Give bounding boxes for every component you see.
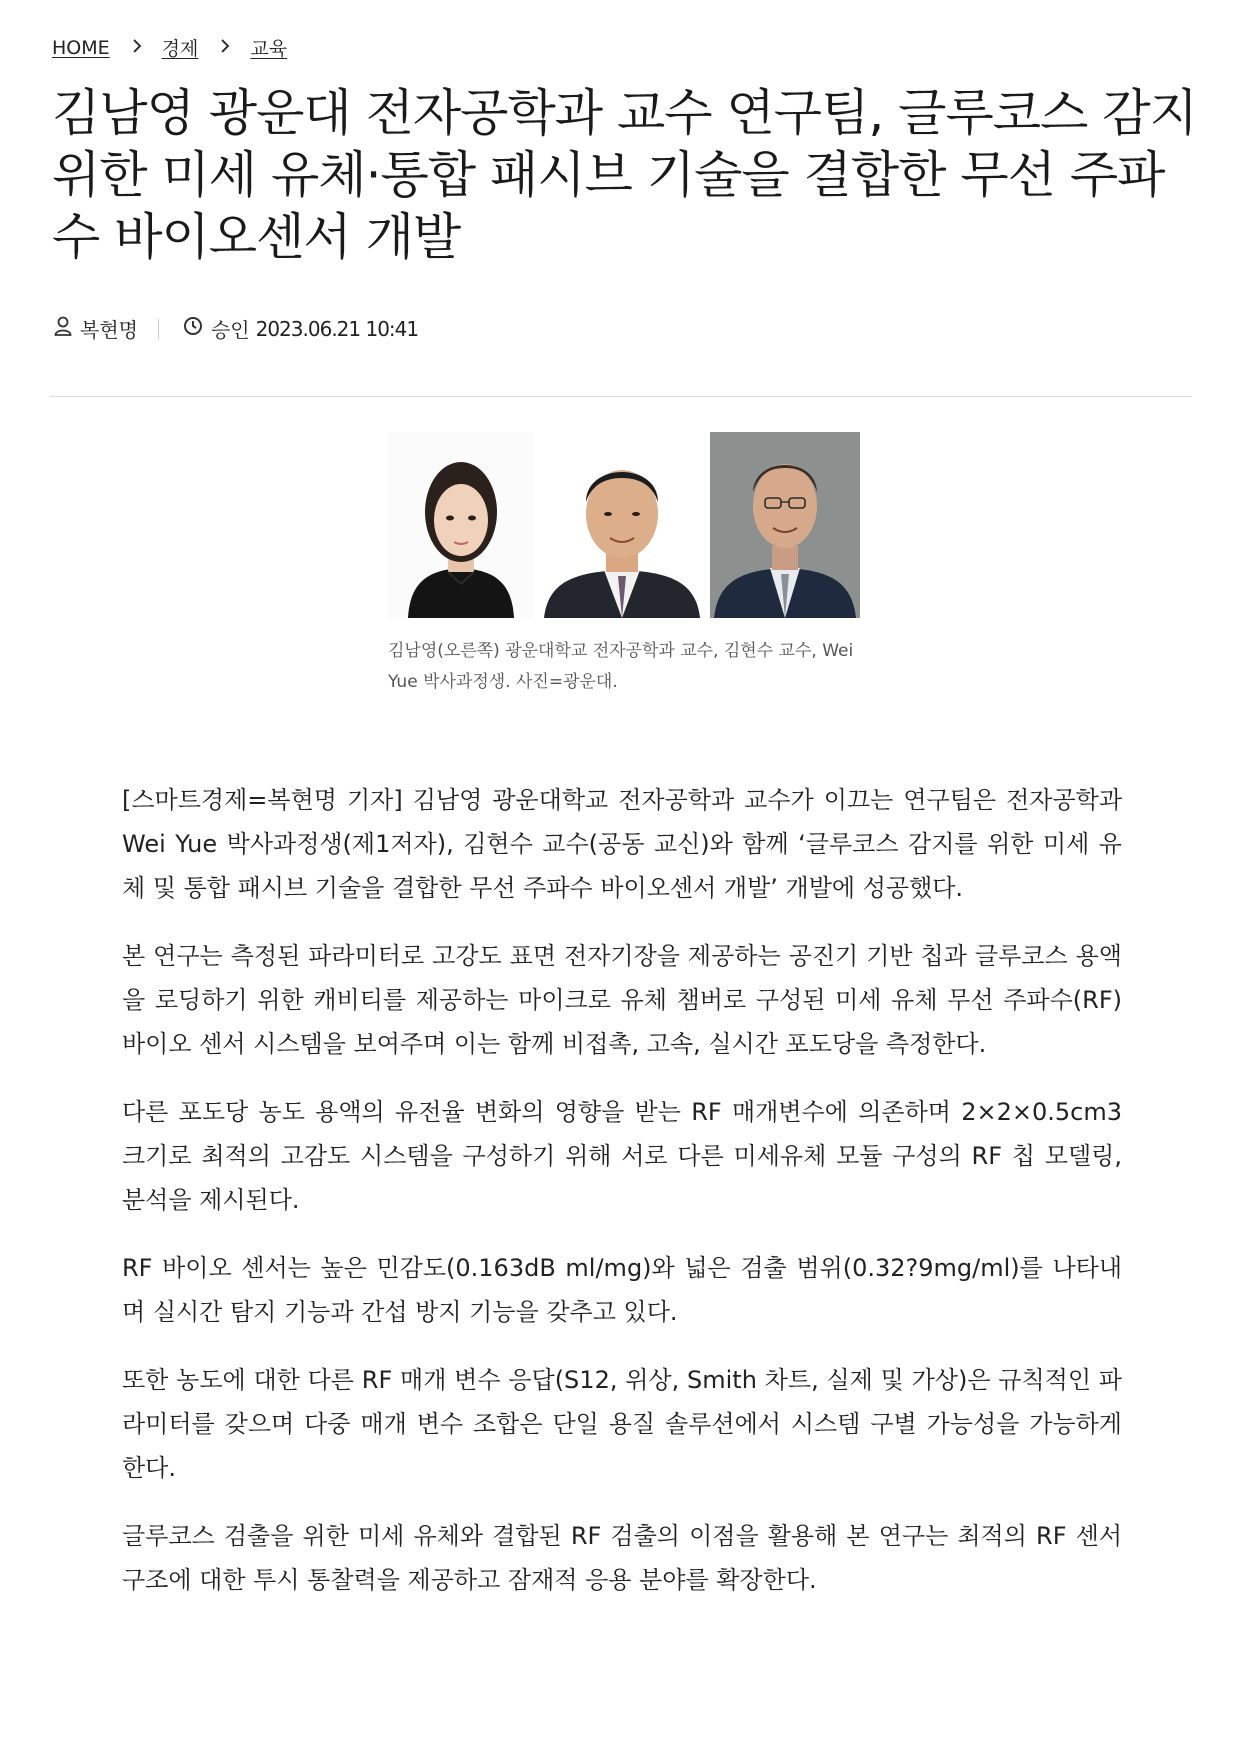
article-title: 김남영 광운대 전자공학과 교수 연구팀, 글루코스 감지 위한 미세 유체·통합 패시브 기술을 결합한 무선 주파수 바이오센서 개발	[52, 84, 1197, 266]
article-paragraph: 또한 농도에 대한 다른 RF 매개 변수 응답(S12, 위상, Smith 차트, 실제 및 가상)은 규칙적인 파라미터를 갖으며 다중 매개 변수 조합은 단일 용질 솔루션에서 시스템 구별 가능성을 가능하게 한다.	[122, 1366, 1122, 1482]
person-photo-3	[710, 432, 860, 618]
author-name[interactable]: 복현명	[80, 318, 138, 342]
article-photo	[388, 432, 860, 618]
breadcrumb-home-link[interactable]: HOME	[52, 36, 110, 59]
person-photo-2	[534, 432, 710, 618]
breadcrumb-category-link[interactable]: 교육	[250, 38, 288, 60]
meta-divider	[158, 319, 159, 339]
user-icon	[54, 316, 72, 341]
approval-label: 승인	[210, 318, 250, 342]
person-photo-1	[388, 432, 534, 618]
article-meta	[54, 314, 418, 343]
breadcrumb-section-link[interactable]: 경제	[161, 38, 199, 60]
article-paragraph: RF 바이오 센서는 높은 민감도(0.163dB ml/mg)와 넓은 검출 범위(0.32?9mg/ml)를 나타내며 실시간 탐지 기능과 간섭 방지 기능을 갖추고 있다.	[122, 1254, 1122, 1326]
article-paragraph: 본 연구는 측정된 파라미터로 고강도 표면 전자기장을 제공하는 공진기 기반 칩과 글루코스 용액을 로딩하기 위한 캐비티를 제공하는 마이크로 유체 챔버로 구성된 미세 유체 무선 주파수(RF) 바이오 센서 시스템을 보여주며 이는 함께 비접촉, 고속, 실시간 포도당을 측정한다.	[122, 942, 1122, 1058]
clock-icon	[183, 316, 203, 341]
header-divider	[50, 396, 1192, 397]
photo-caption: 김남영(오른쪽) 광운대학교 전자공학과 교수, 김현수 교수, Wei Yue 박사과정생. 사진=광운대.	[388, 641, 854, 692]
chevron-right-icon	[220, 37, 230, 58]
article-paragraph: [스마트경제=복현명 기자] 김남영 광운대학교 전자공학과 교수가 이끄는 연구팀은 전자공학과 Wei Yue 박사과정생(제1저자), 김현수 교수(공동 교신)와 함께 ‘글루코스 감지를 위한 미세 유체 및 통합 패시브 기술을 결합한 무선 주파수 바이오센서 개발’ 개발에 성공했다.	[122, 786, 1122, 902]
article-body	[122, 778, 1122, 1626]
chevron-right-icon	[132, 37, 142, 58]
article-paragraph: 다른 포도당 농도 용액의 유전율 변화의 영향을 받는 RF 매개변수에 의존하며 2×2×0.5cm3 크기로 최적의 고감도 시스템을 구성하기 위해 서로 다른 미세유체 모듈 구성의 RF 칩 모델링, 분석을 제시된다.	[122, 1098, 1122, 1214]
breadcrumb	[52, 34, 287, 61]
article-paragraph: 글루코스 검출을 위한 미세 유체와 결합된 RF 검출의 이점을 활용해 본 연구는 최적의 RF 센서 구조에 대한 투시 통찰력을 제공하고 잠재적 응용 분야를 확장한다.	[122, 1522, 1122, 1594]
publish-datetime: 2023.06.21 10:41	[255, 316, 419, 341]
